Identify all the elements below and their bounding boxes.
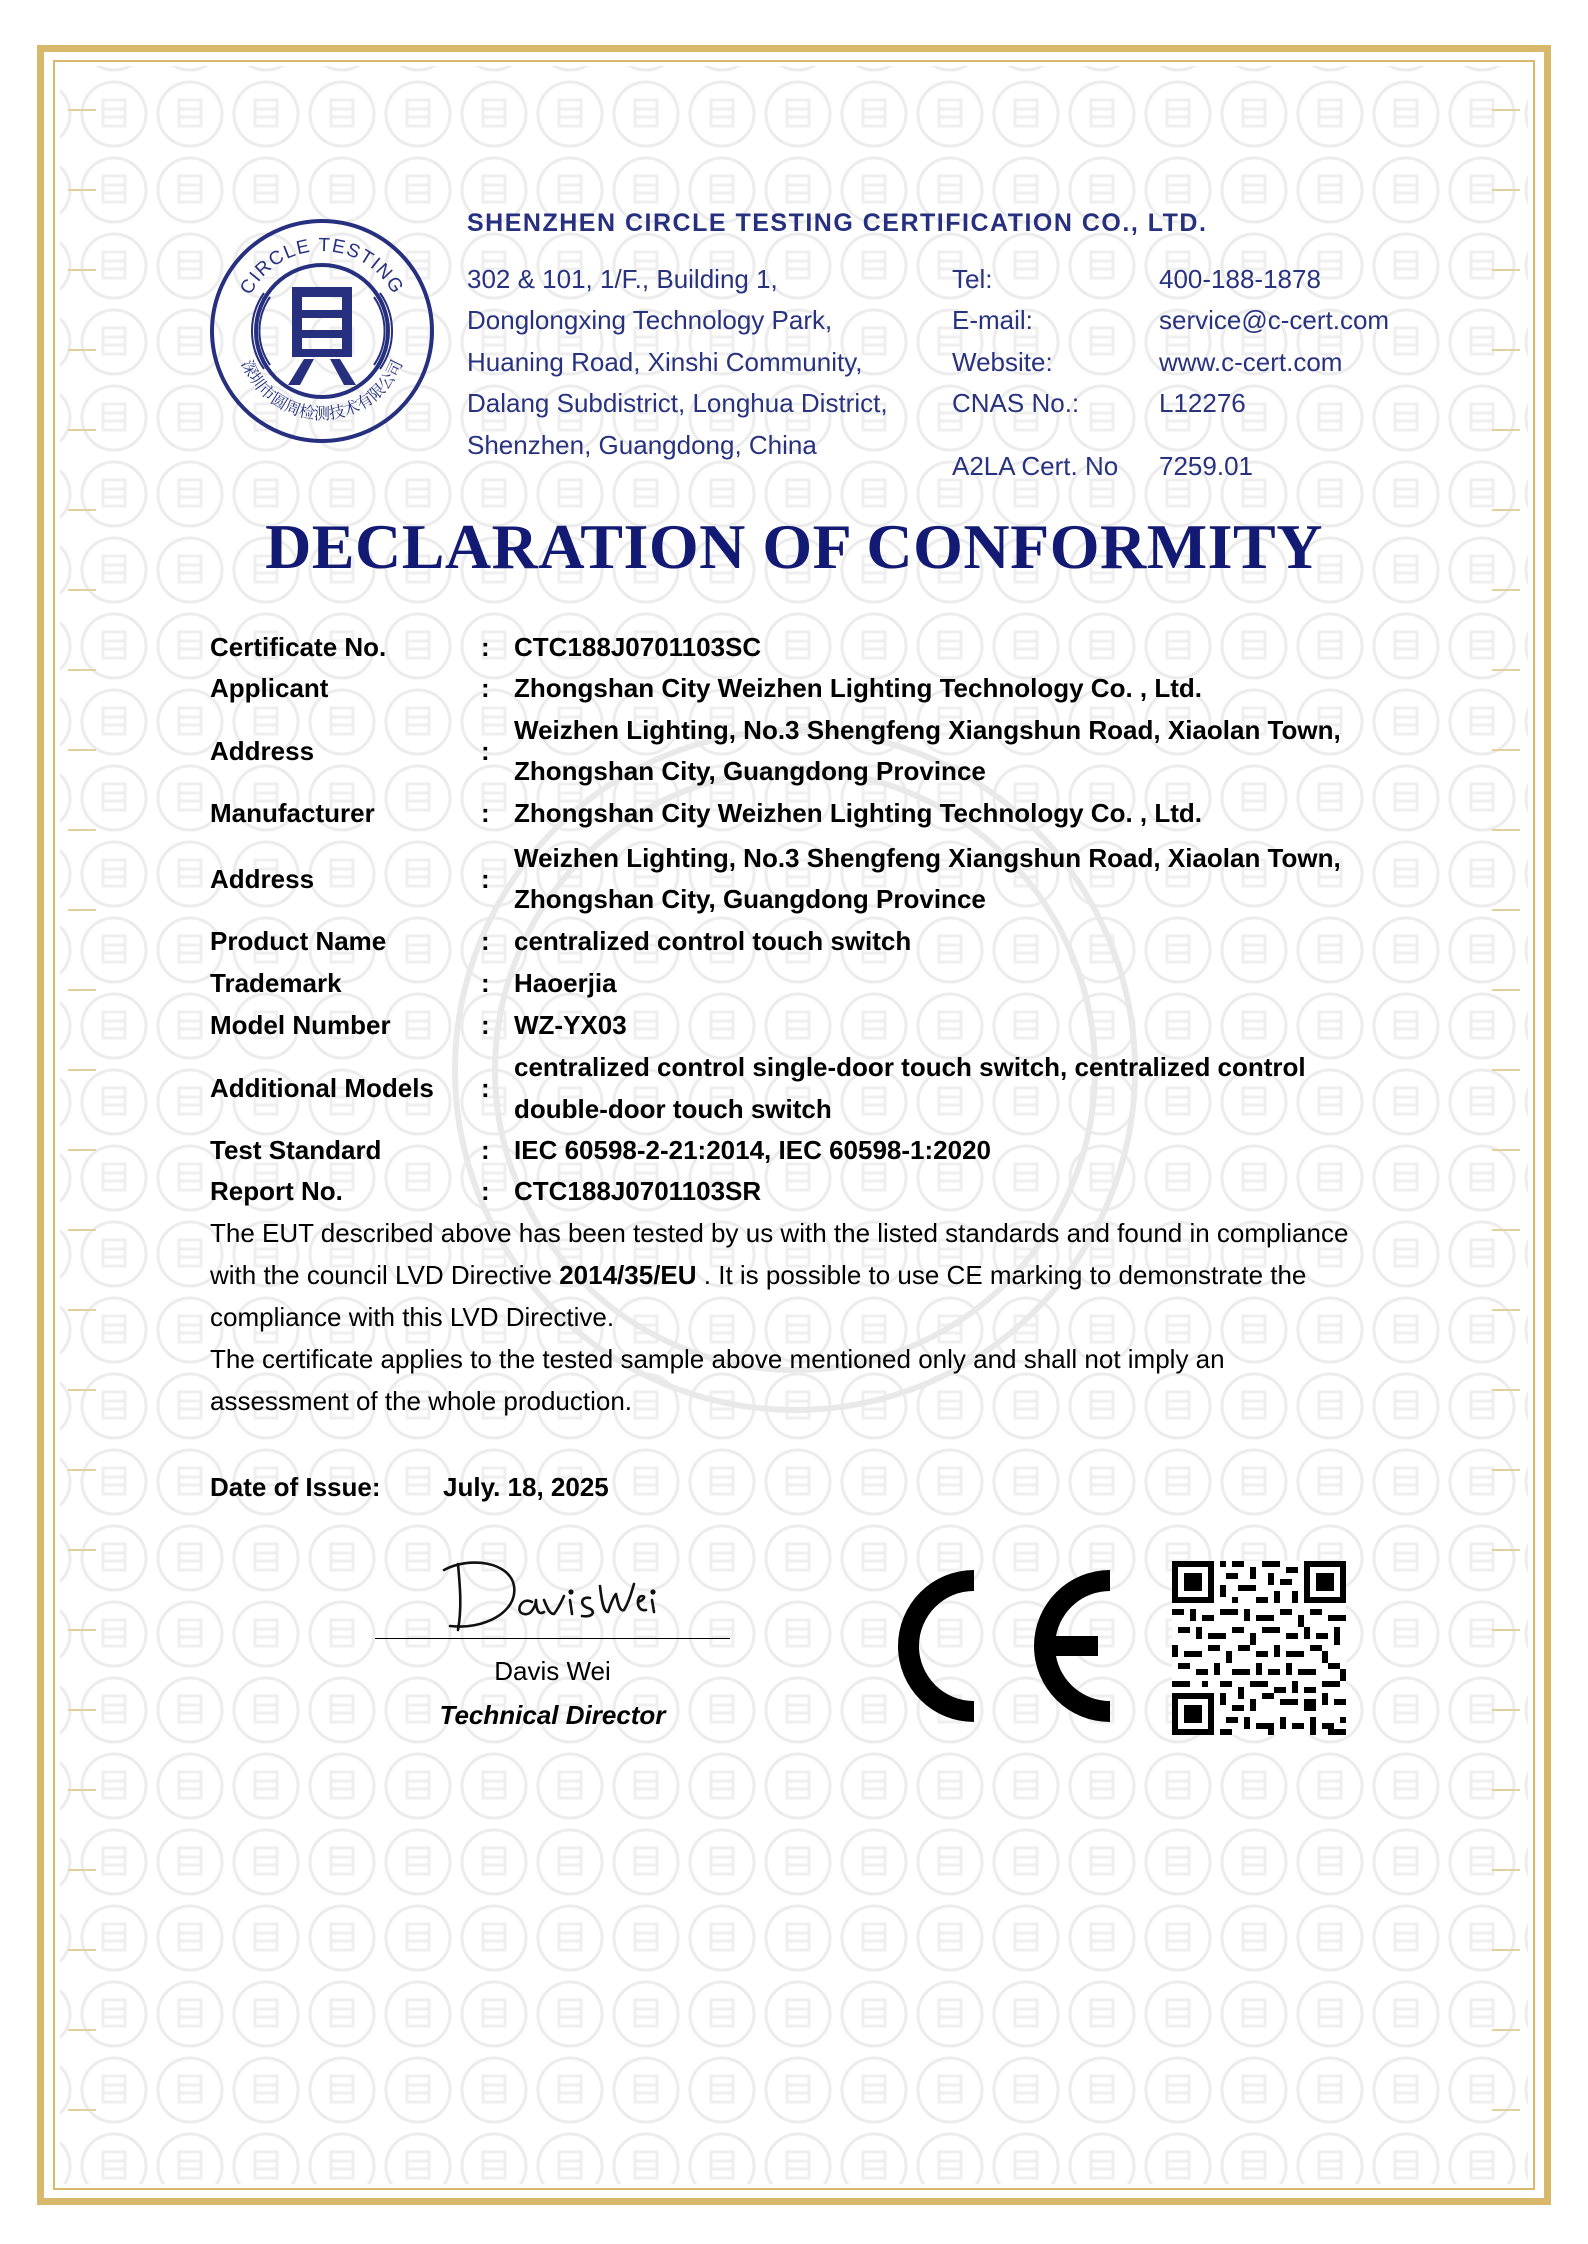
field-label-manufacturer-address: Address [210,864,315,894]
field-colon: : [481,864,490,894]
field-label-manufacturer: Manufacturer [210,798,375,828]
field-label-additional-models: Additional Models [210,1073,434,1103]
field-colon: : [481,1010,490,1040]
qr-code-icon[interactable] [1172,1561,1346,1735]
statement-line: The certificate applies to the tested sample above mentioned only and shall not imply an [210,1344,1225,1374]
contact-value-email[interactable]: service@c-cert.com [1159,305,1390,335]
field-label-applicant: Applicant [210,673,329,703]
signatory-title: Technical Director [439,1700,666,1730]
document-title: DECLARATION OF CONFORMITY [265,511,1323,582]
field-label-report-no: Report No. [210,1176,343,1206]
field-colon: : [481,1135,490,1165]
field-value-model-number: WZ-YX03 [514,1010,627,1040]
field-colon: : [481,736,490,766]
issuer-address-line: Dalang Subdistrict, Longhua District, [467,388,888,418]
field-value-manufacturer: Zhongshan City Weizhen Lighting Technology Co. , Ltd. [514,798,1202,828]
issuer-company-name: SHENZHEN CIRCLE TESTING CERTIFICATION CO., LTD. [467,209,1208,237]
statement-text: . It is possible to use CE marking to demonstrate the [696,1260,1307,1290]
field-value-manufacturer-address-line1: Weizhen Lighting, No.3 Shengfeng Xiangshun Road, Xiaolan Town, [514,843,1341,873]
contact-label-website: Website: [952,347,1053,377]
contact-label-email: E-mail: [952,305,1033,335]
handwritten-signature [440,1556,660,1636]
field-value-manufacturer-address-line2: Zhongshan City, Guangdong Province [514,884,986,914]
signatory-name: Davis Wei [494,1656,611,1686]
issue-date-value: July. 18, 2025 [443,1472,609,1502]
statement-line: assessment of the whole production. [210,1386,633,1416]
svg-text:CIRCLE TESTING: CIRCLE TESTING [236,234,408,299]
statement-text: with the council LVD Directive [210,1260,560,1290]
issuer-address-line: Huaning Road, Xinshi Community, [467,347,863,377]
field-colon: : [481,1176,490,1206]
field-colon: : [481,673,490,703]
issue-date-label: Date of Issue: [210,1472,381,1502]
ce-mark-icon [898,1570,1110,1722]
field-label-product-name: Product Name [210,926,387,956]
svg-text:深圳市圆周检测技术有限公司: 深圳市圆周检测技术有限公司 [237,356,407,423]
statement-line: compliance with this LVD Directive. [210,1302,615,1332]
issuer-address-line: Donglongxing Technology Park, [467,305,833,335]
field-value-product-name: centralized control touch switch [514,926,912,956]
field-value-report-no: CTC188J0701103SR [514,1176,762,1206]
field-colon: : [481,1073,490,1103]
field-value-additional-models-line1: centralized control single-door touch switch, centralized control [514,1052,1306,1082]
field-value-applicant-address-line1: Weizhen Lighting, No.3 Shengfeng Xiangshun Road, Xiaolan Town, [514,715,1341,745]
field-label-certificate-no: Certificate No. [210,632,387,662]
company-seal-logo [208,217,436,445]
signature-line [375,1638,730,1639]
field-colon: : [481,632,490,662]
contact-label-tel: Tel: [952,264,993,294]
field-value-applicant: Zhongshan City Weizhen Lighting Technology Co. , Ltd. [514,673,1202,703]
contact-value-tel: 400-188-1878 [1159,264,1321,294]
field-label-test-standard: Test Standard [210,1135,382,1165]
field-label-model-number: Model Number [210,1010,391,1040]
contact-value-cnas: L12276 [1159,388,1246,418]
contact-value-website[interactable]: www.c-cert.com [1159,347,1343,377]
field-value-additional-models-line2: double-door touch switch [514,1094,832,1124]
statement-line: The EUT described above has been tested by us with the listed standards and found in compliance [210,1218,1349,1248]
contact-label-cnas: CNAS No.: [952,388,1080,418]
directive-number: 2014/35/EU [559,1260,697,1290]
statement-line-directive [210,1260,1306,1291]
field-label-trademark: Trademark [210,968,342,998]
field-value-test-standard: IEC 60598-2-21:2014, IEC 60598-1:2020 [514,1135,991,1165]
contact-label-a2la: A2LA Cert. No [952,451,1119,481]
field-value-applicant-address-line2: Zhongshan City, Guangdong Province [514,756,986,786]
field-colon: : [481,926,490,956]
field-value-trademark: Haoerjia [514,968,617,998]
issuer-address-line: 302 & 101, 1/F., Building 1, [467,264,778,294]
field-label-applicant-address: Address [210,736,315,766]
issuer-address-line: Shenzhen, Guangdong, China [467,430,817,460]
contact-value-a2la: 7259.01 [1159,451,1253,481]
field-colon: : [481,968,490,998]
field-colon: : [481,798,490,828]
field-value-certificate-no: CTC188J0701103SC [514,632,762,662]
